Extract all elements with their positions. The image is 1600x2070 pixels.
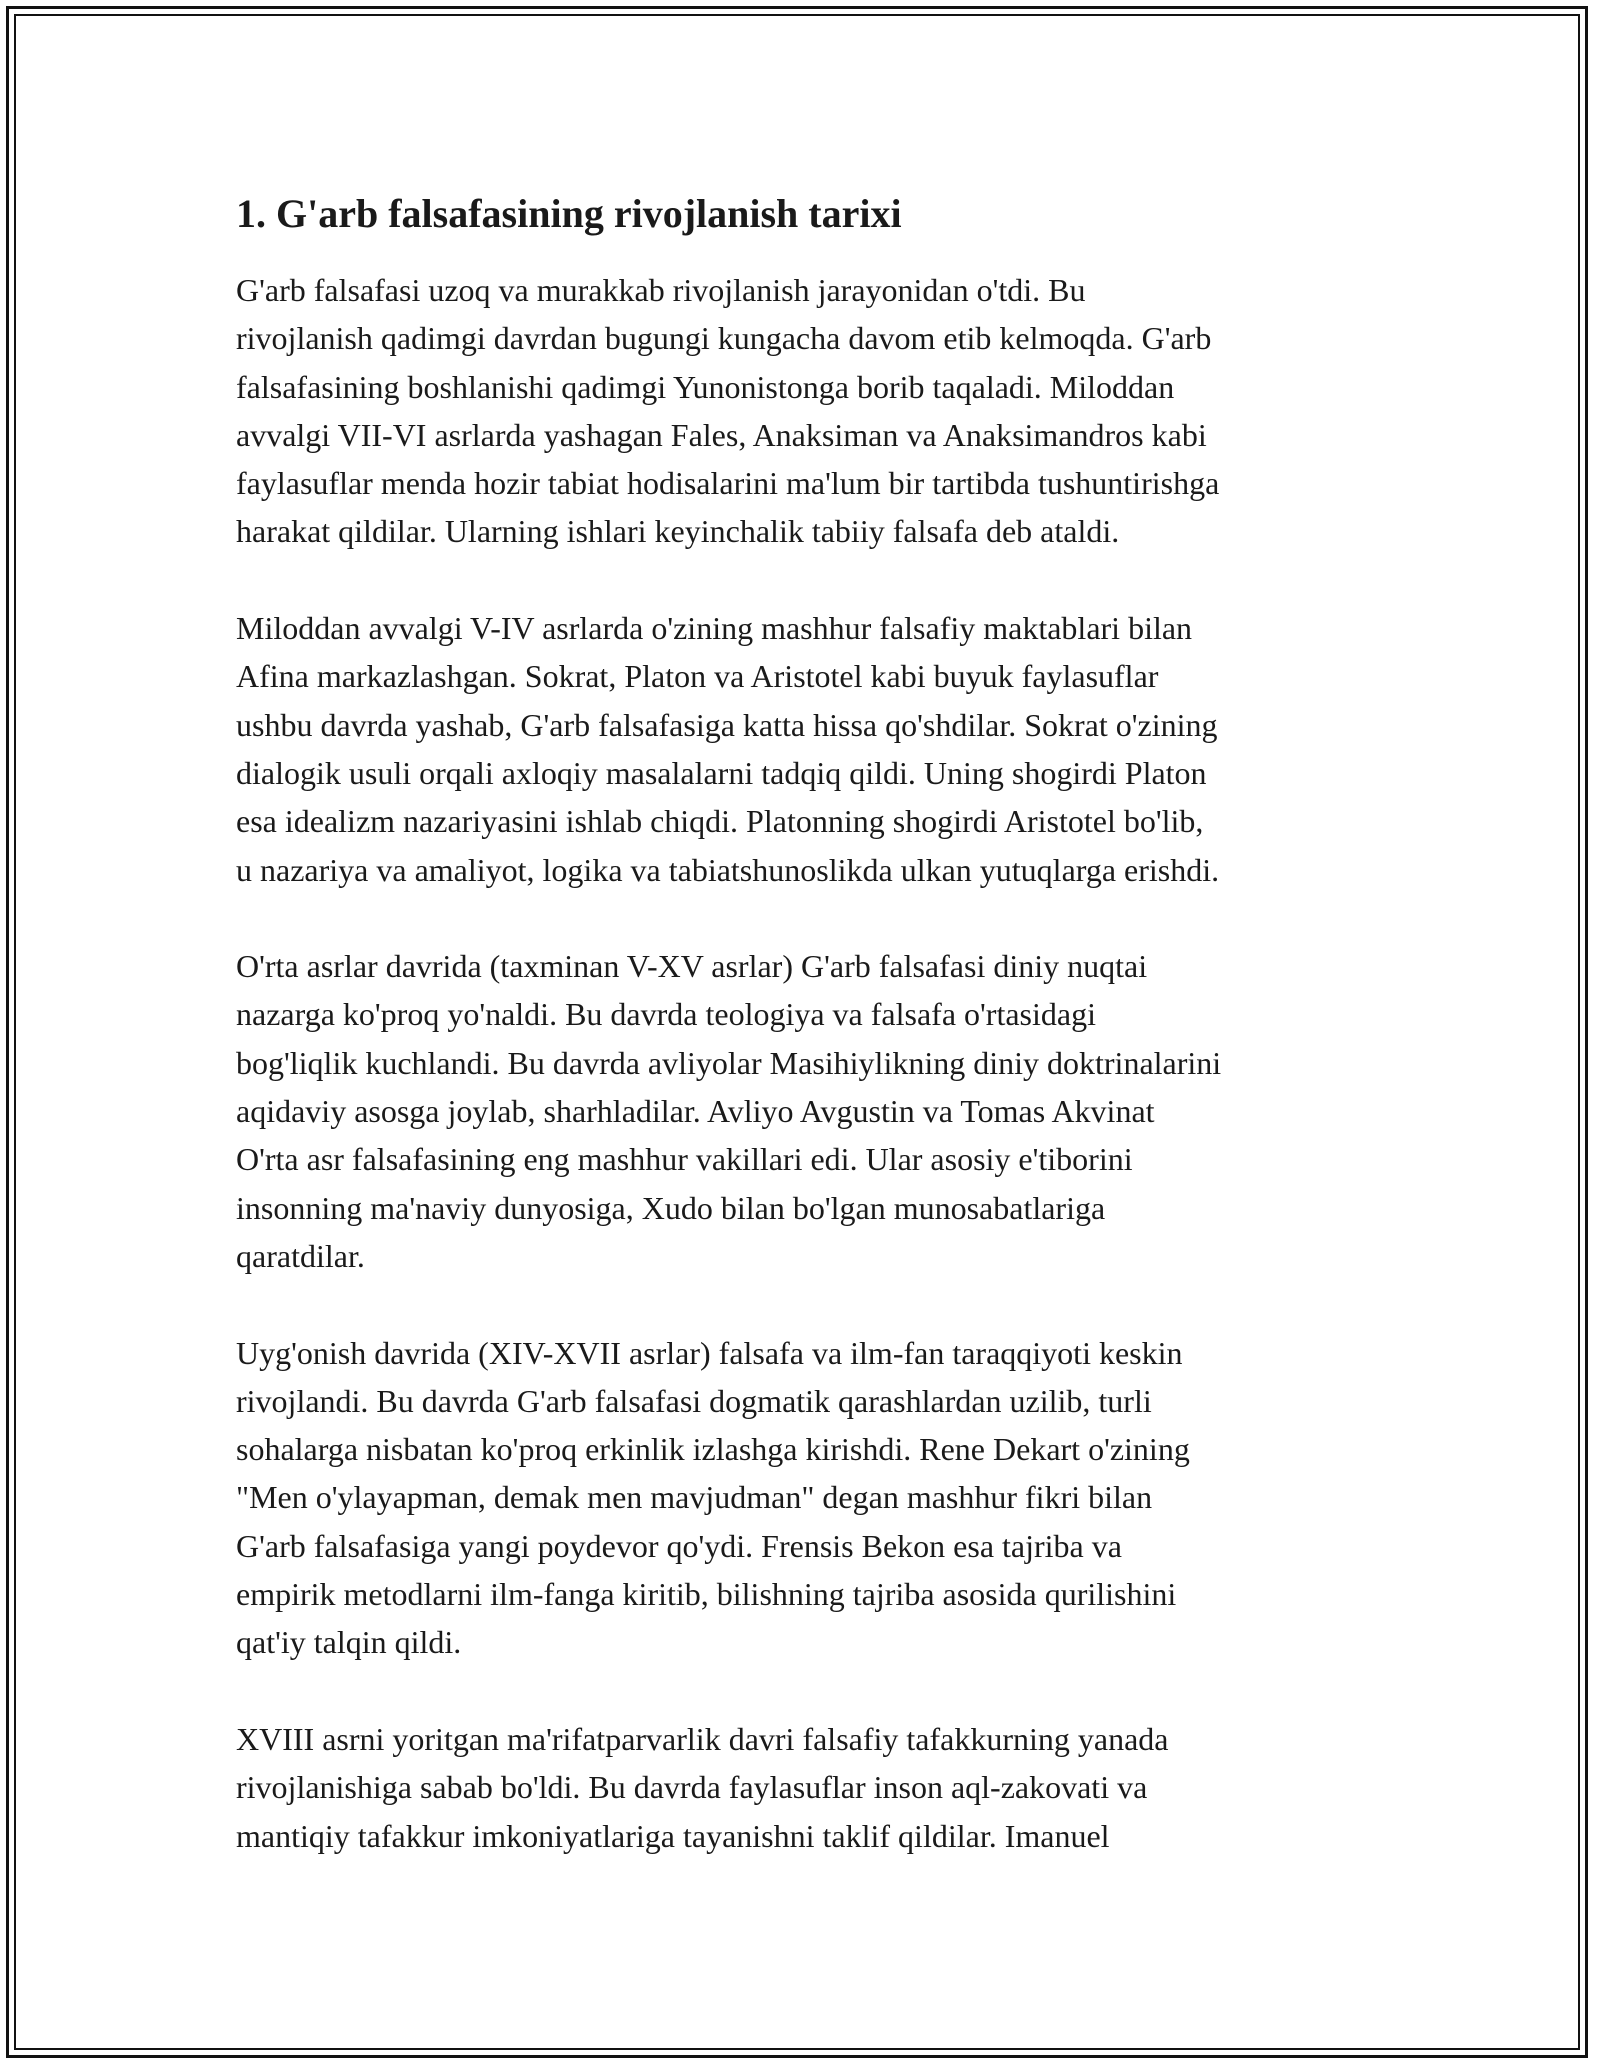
paragraph-classical-athens: Miloddan avvalgi V-IV asrlarda o'zining mashhur falsafiy maktablari bilan Afina markazlashgan. Sokrat, Platon va Aristotel kabi buyuk faylasuflar ushbu davrda yashab, G'arb falsafasiga katta hissa qo'shdilar. Sokrat o'zining dialogik usuli orqali axloqiy masalalarni tadqiq qildi. Uning shogirdi Platon esa idealizm nazariyasini ishlab chiqdi. Platonning shogirdi Aristotel bo'lib, u nazariya va amaliyot, logika va tabiatshunoslikda ulkan yutuqlarga erishdi.	[236, 610, 1220, 888]
paragraph-middle-ages: O'rta asrlar davrida (taxminan V-XV asrlar) G'arb falsafasi diniy nuqtai nazarga ko'proq yo'naldi. Bu davrda teologiya va falsafa o'rtasidagi bog'liqlik kuchlandi. Bu davrda avliyolar Masihiylikning diniy doktrinalarini aqidaviy asosga joylab, sharhladilar. Avliyo Avgustin va Tomas Akvinat O'rta asr falsafasining eng mashhur vakillari edi. Ular asosiy e'tiborini insonning ma'naviy dunyosiga, Xudo bilan bo'lgan munosabatlariga qaratdilar.	[236, 948, 1222, 1274]
paragraph-renaissance: Uyg'onish davrida (XIV-XVII asrlar) falsafa va ilm-fan taraqqiyoti keskin rivojlandi. Bu davrda G'arb falsafasi dogmatik qarashlardan uzilib, turli sohalarga nisbatan ko'proq erkinlik izlashga kirishdi. Rene Dekart o'zining "Men o'ylayapman, demak men mavjudman" degan mashhur fikri bilan G'arb falsafasiga yangi poydevor qo'ydi. Frensis Bekon esa tajriba va empirik metodlarni ilm-fanga kiritib, bilishning tajriba asosida qurilishini qat'iy talqin qildi.	[236, 1334, 1190, 1661]
document-body	[236, 188, 1366, 1908]
paragraph-ancient-greece: G'arb falsafasi uzoq va murakkab rivojlanish jarayonidan o'tdi. Bu rivojlanish qadimgi davrdan bugungi kungacha davom etib kelmoqda. G'arb falsafasining boshlanishi qadimgi Yunonistonga borib taqaladi. Miloddan avvalgi VII-VI asrlarda yashagan Fales, Anaksiman va Anaksimandros kabi faylasuflar menda hozir tabiat hodisalarini ma'lum bir tartibda tushuntirishga harakat qildilar. Ularning ishlari keyinchalik tabiiy falsafa deb ataldi.	[236, 272, 1220, 550]
paragraph-enlightenment: XVIII asrni yoritgan ma'rifatparvarlik davri falsafiy tafakkurning yanada rivojlanishiga sabab bo'ldi. Bu davrda faylasuflar inson aql-zakovati va mantiqiy tafakkur imkoniyatlariga tayanishni taklif qildilar. Imanuel	[236, 1720, 1169, 1854]
section-heading: 1. G'arb falsafasining rivojlanish tarixi	[236, 191, 902, 236]
